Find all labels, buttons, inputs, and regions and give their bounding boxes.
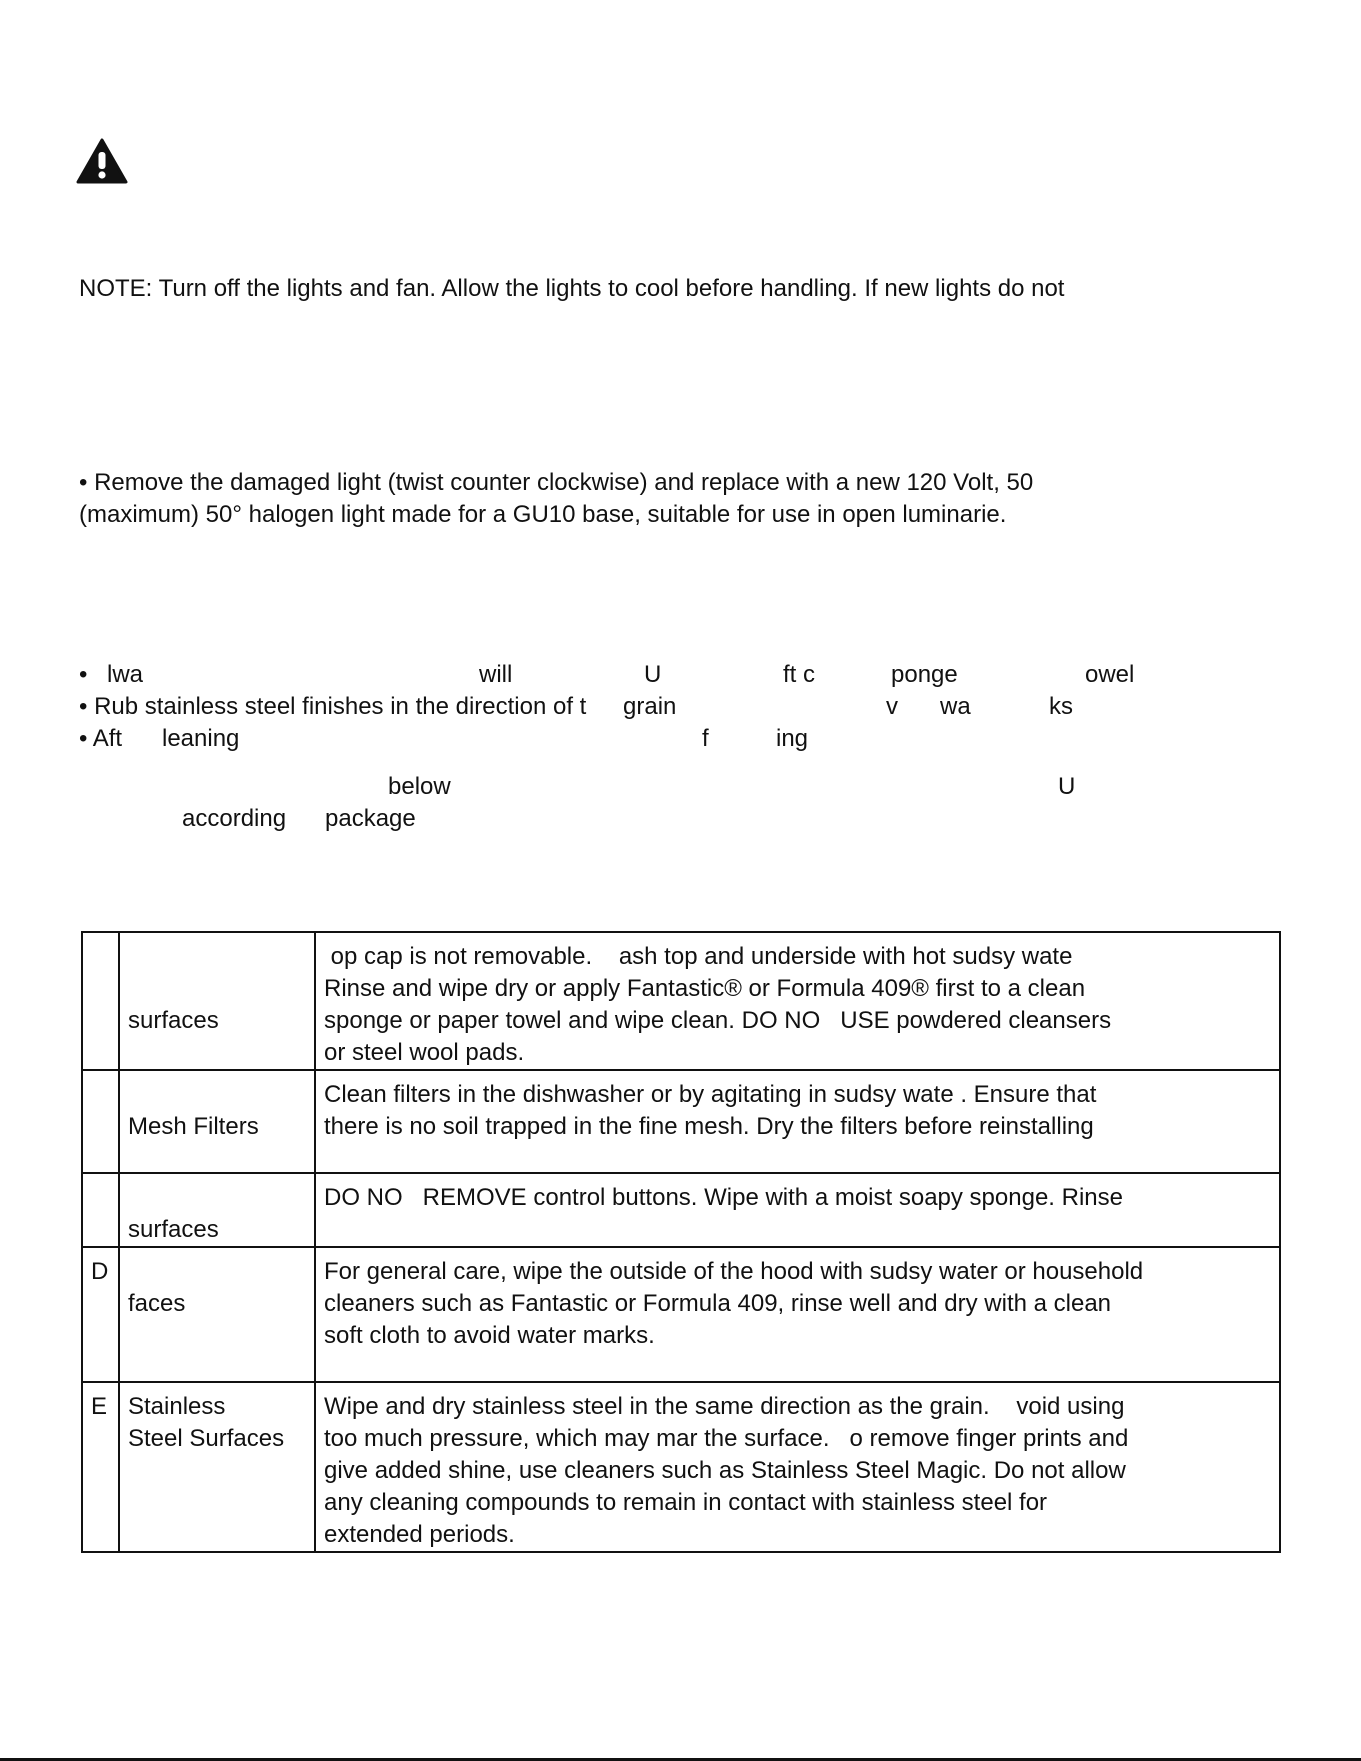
row-letter <box>82 932 119 1070</box>
cleaning-fragment: will <box>479 661 513 688</box>
cleaning-fragment: lwa <box>107 661 144 688</box>
table-row <box>82 1173 1280 1247</box>
cleaning-fragment: U <box>1058 773 1076 800</box>
part-name: surfaces <box>119 932 315 1070</box>
table-row <box>82 1247 1280 1382</box>
warning-triangle-icon <box>76 138 128 184</box>
light-replacement-line-1: • Remove the damaged light (twist counter clockwise) and replace with a new 120 Volt, 50 <box>79 469 1034 496</box>
row-letter: E <box>82 1382 119 1552</box>
cleaning-fragment: ks <box>1049 693 1073 720</box>
note-text: NOTE: Turn off the lights and fan. Allow the lights to cool before handling. If new lights do not <box>79 275 1065 302</box>
part-name: Stainless Steel Surfaces <box>119 1382 315 1552</box>
maintenance-table <box>81 931 1281 1553</box>
cleaning-fragment: ing <box>776 725 809 752</box>
cleaning-instructions: DO NO REMOVE control buttons. Wipe with a moist soapy sponge. Rinse <box>315 1173 1280 1247</box>
cleaning-fragment: v <box>886 693 898 720</box>
cleaning-fragment: U <box>644 661 662 688</box>
part-name: surfaces <box>119 1173 315 1247</box>
part-name: Mesh Filters <box>119 1070 315 1173</box>
part-name: faces <box>119 1247 315 1382</box>
cleaning-instructions: Clean filters in the dishwasher or by agitating in sudsy wate . Ensure that there is no soil trapped in the fine mesh. Dry the filters before reinstalling <box>315 1070 1280 1173</box>
cleaning-fragment: owel <box>1085 661 1135 688</box>
cleaning-fragment: leaning <box>162 725 240 752</box>
table-row <box>82 1070 1280 1173</box>
cleaning-fragment: • <box>79 661 88 688</box>
cleaning-fragment: ft c <box>783 661 816 688</box>
light-replacement-line-2: (maximum) 50° halogen light made for a GU10 base, suitable for use in open luminarie. <box>79 501 1007 528</box>
row-letter <box>82 1173 119 1247</box>
cleaning-fragment: wa <box>940 693 971 720</box>
cleaning-fragment: ponge <box>891 661 958 688</box>
cleaning-instructions: Wipe and dry stainless steel in the same direction as the grain. void using too much pressure, which may mar the surface. o remove finger prints and give added shine, use cleaners such as Stainless Steel Magic. Do not allow any cleaning compounds to remain in contact with stainless steel for extended periods. <box>315 1382 1280 1552</box>
cleaning-instructions: op cap is not removable. ash top and underside with hot sudsy wate Rinse and wipe dry or apply Fantastic® or Formula 409® first to a clean sponge or paper towel and wipe clean. DO NO USE powdered cleansers or steel wool pads. <box>315 932 1280 1070</box>
cleaning-fragment: • Rub stainless steel finishes in the direction of t <box>79 693 587 720</box>
cleaning-fragment: package <box>325 805 416 832</box>
table-row <box>82 932 1280 1070</box>
cleaning-fragment: below <box>388 773 451 800</box>
cleaning-fragment: • Aft <box>79 725 123 752</box>
cleaning-fragment: grain <box>623 693 677 720</box>
cleaning-fragment: according <box>182 805 287 832</box>
row-letter: D <box>82 1247 119 1382</box>
cleaning-fragment: f <box>702 725 709 752</box>
cleaning-instructions: For general care, wipe the outside of the hood with sudsy water or household cleaners such as Fantastic or Formula 409, rinse well and dry with a clean soft cloth to avoid water marks. <box>315 1247 1280 1382</box>
table-row <box>82 1382 1280 1552</box>
row-letter <box>82 1070 119 1173</box>
